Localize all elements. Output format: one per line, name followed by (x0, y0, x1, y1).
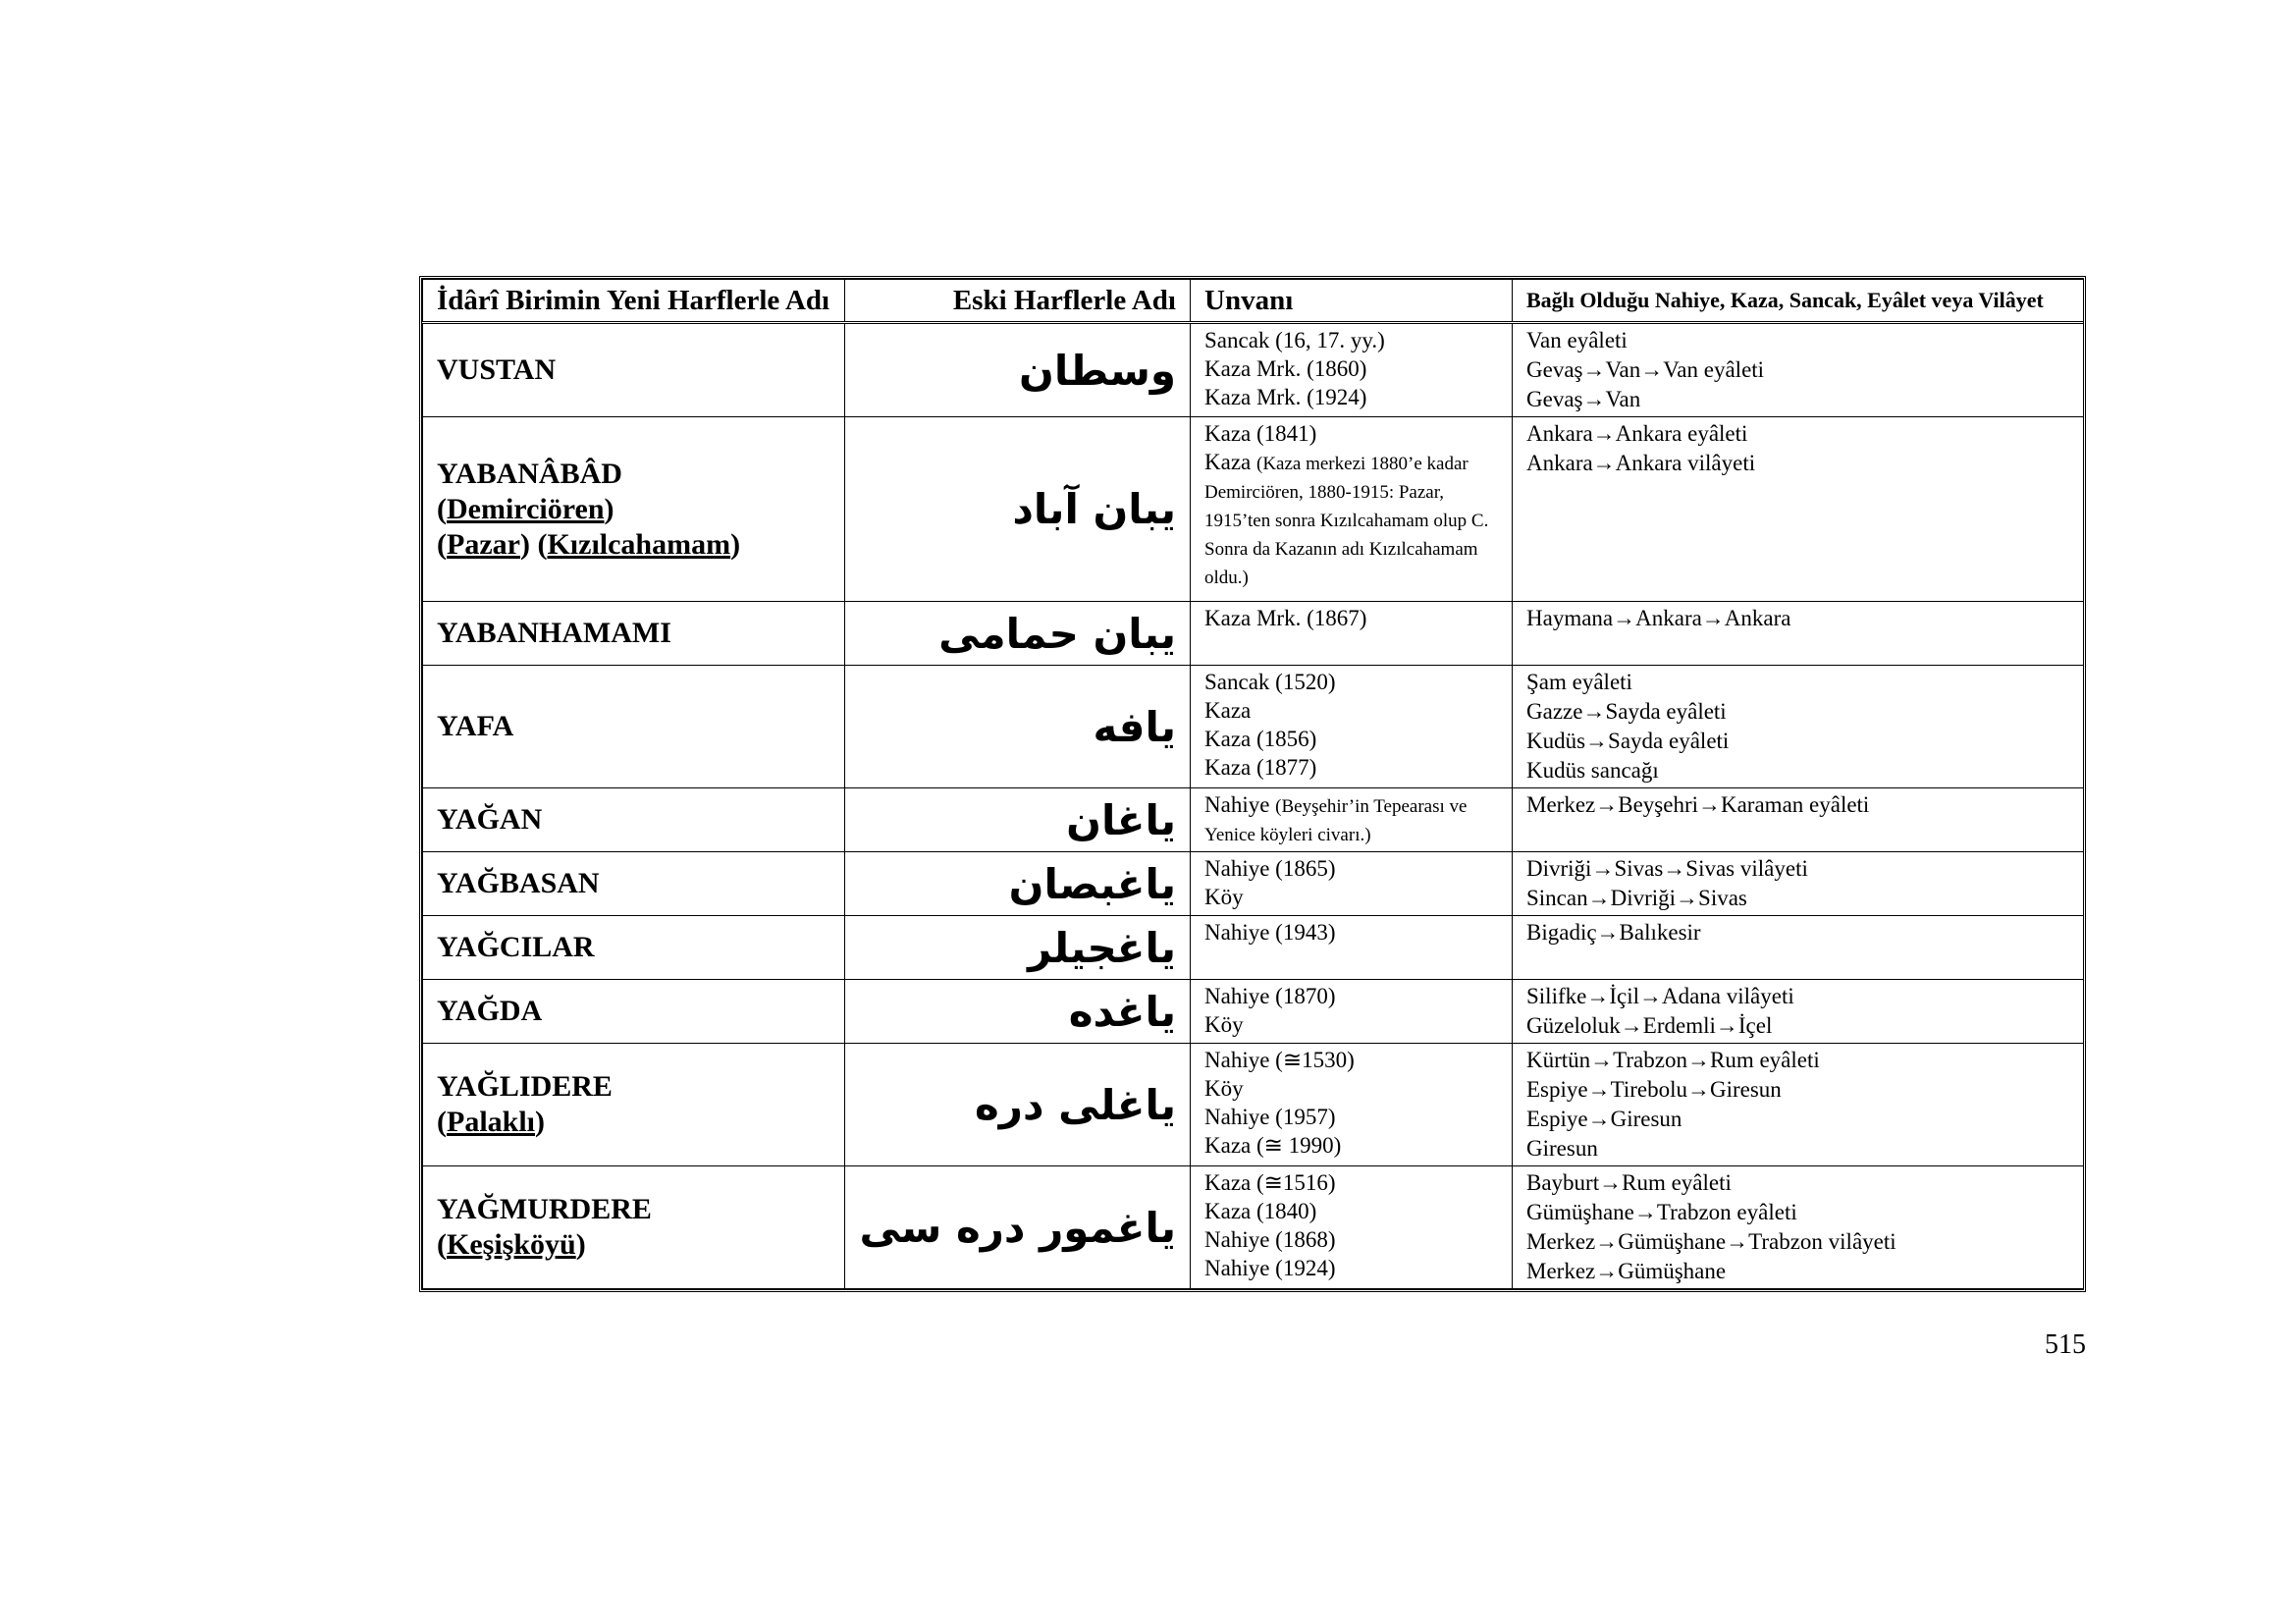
header-affiliation: Bağlı Olduğu Nahiye, Kaza, Sancak, Eyâlet veya Vilâyet (1513, 280, 2084, 323)
unit-affiliation: Ankara→Ankara eyâleti Ankara→Ankara vilâyeti (1513, 417, 2084, 602)
unit-name: YABANHAMAMI (423, 602, 845, 666)
unit-name: YAĞAN (423, 788, 845, 852)
unit-name: YAĞBASAN (423, 852, 845, 916)
unit-affiliation: Haymana→Ankara→Ankara (1513, 602, 2084, 666)
unit-name: YAĞMURDERE (Keşişköyü) (423, 1166, 845, 1289)
old-script-name: ياغبصان (845, 852, 1191, 916)
gazetteer-table (422, 279, 2084, 1289)
old-script-name: يبان حمامى (845, 602, 1191, 666)
unit-name: YAFA (423, 666, 845, 788)
old-script-name: وسطان (845, 323, 1191, 417)
unit-title: Nahiye (1943) (1191, 916, 1513, 980)
unit-name: YABANÂBÂD (Demirciören) (Pazar) (Kızılcahamam) (423, 417, 845, 602)
old-script-name: ياغمور دره سى (845, 1166, 1191, 1289)
unit-affiliation: Şam eyâleti Gazze→Sayda eyâleti Kudüs→Sayda eyâleti Kudüs sancağı (1513, 666, 2084, 788)
unit-name: YAĞDA (423, 980, 845, 1044)
unit-affiliation: Divriği→Sivas→Sivas vilâyeti Sincan→Divriği→Sivas (1513, 852, 2084, 916)
unit-title: Nahiye (1870) Köy (1191, 980, 1513, 1044)
unit-affiliation: Silifke→İçil→Adana vilâyeti Güzeloluk→Erdemli→İçel (1513, 980, 2084, 1044)
gazetteer-table-frame (419, 276, 2086, 1292)
unit-title: Sancak (1520) Kaza Kaza (1856) Kaza (1877) (1191, 666, 1513, 788)
old-script-name: ياغلى دره (845, 1044, 1191, 1166)
old-script-name: يافه (845, 666, 1191, 788)
table-row (423, 602, 2084, 666)
unit-name: YAĞCILAR (423, 916, 845, 980)
unit-title: Nahiye (≅1530) Köy Nahiye (1957) Kaza (≅ 1990) (1191, 1044, 1513, 1166)
unit-affiliation: Bayburt→Rum eyâleti Gümüşhane→Trabzon eyâleti Merkez→Gümüşhane→Trabzon vilâyeti Merkez→Gümüşhane (1513, 1166, 2084, 1289)
unit-name: YAĞLIDERE (Palaklı) (423, 1044, 845, 1166)
unit-name: VUSTAN (423, 323, 845, 417)
table-row (423, 980, 2084, 1044)
old-script-name: يبان آباد (845, 417, 1191, 602)
table-row (423, 417, 2084, 602)
table-row (423, 916, 2084, 980)
header-name: İdârî Birimin Yeni Harflerle Adı (423, 280, 845, 323)
header-row (423, 280, 2084, 323)
unit-affiliation: Van eyâleti Gevaş→Van→Van eyâleti Gevaş→Van (1513, 323, 2084, 417)
page-number: 515 (2045, 1329, 2086, 1360)
unit-title: Nahiye (1865) Köy (1191, 852, 1513, 916)
table-row (423, 852, 2084, 916)
unit-title: Sancak (16, 17. yy.) Kaza Mrk. (1860) Kaza Mrk. (1924) (1191, 323, 1513, 417)
old-script-name: ياغان (845, 788, 1191, 852)
table-row (423, 1044, 2084, 1166)
table-row (423, 323, 2084, 417)
unit-affiliation: Bigadiç→Balıkesir (1513, 916, 2084, 980)
old-script-name: ياغده (845, 980, 1191, 1044)
unit-affiliation: Merkez→Beyşehri→Karaman eyâleti (1513, 788, 2084, 852)
unit-title: Kaza (1841) Kaza (Kaza merkezi 1880’e kadar Demirciören, 1880-1915: Pazar, 1915’ten sonra Kızılcahamam olup C. Sonra da Kazanın adı Kızılcahamam oldu.) (1191, 417, 1513, 602)
unit-title: Nahiye (Beyşehir’in Tepearası ve Yenice köyleri civarı.) (1191, 788, 1513, 852)
unit-affiliation: Kürtün→Trabzon→Rum eyâleti Espiye→Tirebolu→Giresun Espiye→Giresun Giresun (1513, 1044, 2084, 1166)
header-title: Unvanı (1191, 280, 1513, 323)
header-old-script: Eski Harflerle Adı (845, 280, 1191, 323)
old-script-name: ياغجيلر (845, 916, 1191, 980)
unit-title: Kaza Mrk. (1867) (1191, 602, 1513, 666)
unit-title: Kaza (≅1516) Kaza (1840) Nahiye (1868) Nahiye (1924) (1191, 1166, 1513, 1289)
table-row (423, 666, 2084, 788)
table-row (423, 788, 2084, 852)
table-row (423, 1166, 2084, 1289)
